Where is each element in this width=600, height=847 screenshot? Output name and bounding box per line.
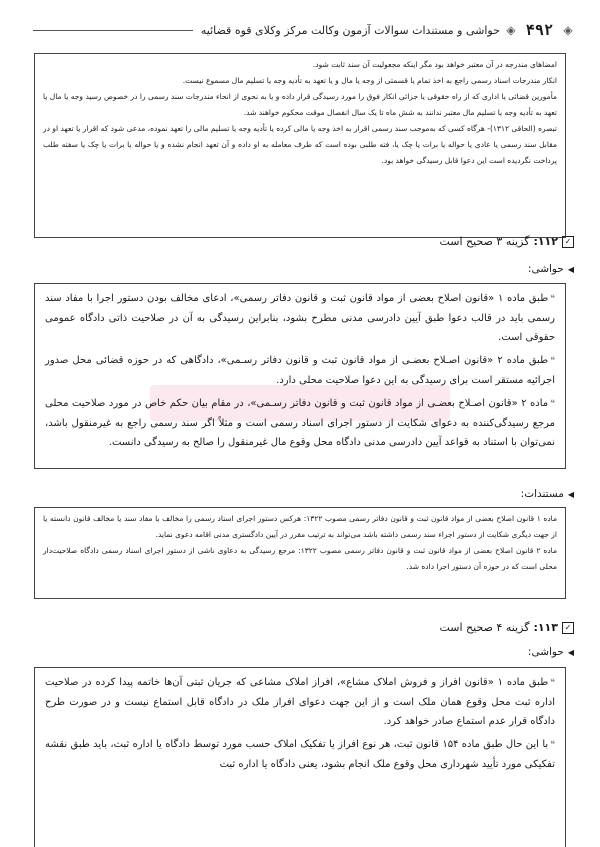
- quote-bullet-icon: ❝: [550, 356, 555, 366]
- quote-bullet-icon: ❝: [550, 740, 555, 750]
- triangle-left-icon: ◀: [567, 489, 574, 499]
- mostanadat-box-112: [34, 507, 566, 599]
- havashi-box-112: [34, 283, 566, 469]
- havashi-paragraph: [45, 735, 555, 774]
- havashi-heading-113: [528, 646, 574, 658]
- header-rule: [33, 30, 193, 31]
- havashi-heading: [528, 263, 574, 275]
- mostanadat-heading: [521, 488, 574, 500]
- paragraph-text: طبق ماده ۲ «قانون اصـلاح بعضـی از مواد قانون ثبت و قانون دفاتر رسـمی»، دادگاهی که در حوزه قضائی محل صدور اجرائیه مستقر است برای رسیدگی به این دعوا صلاحیت محلی دارد.: [45, 355, 555, 386]
- havashi-box-113: [34, 667, 566, 847]
- diamond-ornament-icon: ◈: [563, 23, 573, 37]
- paragraph-text: طبق ماده ۱ «قانون اصلاح بعضی از مواد قانون ثبت و قانون دفاتر رسمی»، ادعای مخالف بودن دستور اجرا با مفاد سند رسمی باید در قالب دعوا طبق آیین دادرسی مدنی مطرح بشود، بنابراین رسیدگی به آن در صلاحیت ذاتی دادگاه عمومی حقوقی است.: [45, 293, 555, 343]
- question-number: ۱۱۲:: [533, 235, 558, 248]
- checkbox-checked-icon: ✓: [562, 622, 574, 634]
- havashi-paragraph: [45, 289, 555, 347]
- paragraph-text: طبق ماده ۱ «قانون افراز و فروش املاک مشاع»، افراز املاک مشاعی که جریان ثبتی آن‌ها خاتمه پیدا کرده در صلاحیت اداره ثبت محل وقوع همان ملک است و از این جهت دعوای افراز ملک در دادگاه قابل استماع نیست و در صورت طرح دادگاه قرار عدم استماع صادر خواهد کرد.: [45, 677, 555, 727]
- section-label: مستندات:: [520, 488, 564, 500]
- running-title: حواشی و مستندات سوالات آزمون وکالت مرکز وکلای قوه قضائیه: [200, 23, 500, 37]
- section-label: حواشی:: [527, 263, 564, 275]
- citation-paragraph: ماده ۱ قانون اصلاح بعضی از مواد قانون ثبت و قانون دفاتر رسمی مصوب ۱۳۲۲: هرکس دستور اجرای اسناد رسمی را مخالف با مفاد سند یا مخالف قانون دانسته یا از جهت دیگری شکایت از دستور اجراء سند رسمی داشته باشد می‌تواند به ترتیب مقرر در آیین دادگستری مدنی اقامه دعوی نماید.: [43, 514, 557, 539]
- answer-text: گزینه ۴ صحیح است: [439, 621, 530, 634]
- diamond-separator-icon: ◈: [506, 23, 516, 37]
- legal-paragraph: امضاهای مندرجه در آن معتبر خواهد بود مگر اینکه مجعولیت آن سند ثابت شود.: [312, 60, 557, 69]
- triangle-left-icon: ◀: [567, 647, 574, 657]
- havashi-paragraph: [45, 394, 555, 452]
- triangle-left-icon: ◀: [567, 264, 574, 274]
- paragraph-text: ماده ۲ «قانون اصـلاح بعضـی از مواد قانون ثبت و قانون دفاتر رسـمی»، در مقام بیان حکم خاص در مورد صلاحیت محلی مرجع رسیدگی‌کننده به دعوای شکایت از دستور اجرای اسناد رسمی است و مثلاً اگر سند رسمی راجع به غیرمنقول باشد، نمی‌توان با استناد به قواعد آیین دادرسی مدنی دادگاه محل وقوع مال غیرمنقول را صالح به رسیدگی دانست.: [45, 398, 555, 448]
- question-112-answer: [439, 235, 574, 248]
- page-header: [25, 18, 575, 42]
- citation-paragraph: ماده ۲ قانون اصلاح بعضی از مواد قانون ثبت و قانون دفاتر رسمی مصوب ۱۳۲۲: مرجع رسیدگی به دعاوی ناشی از دستور اجرای اسناد رسمی دادگاه صلاحیت‌دار محلی است که در حوزه آن دستور اجرا داده شد.: [43, 546, 557, 571]
- legal-paragraph: تبصره (الحاقی ۱۳۱۲)- هرگاه کسی که به‌موجب سند رسمی اقرار به اخذ وجه یا مالی کرده یا تأدیه وجه یا تسلیم مالی را تعهد نموده، مدعی شود که اقرار یا تعهد او در مقابل سند رسمی یا عادی یا حواله یا برات یا چک یا، فته طلبی بوده است که طرف معامله به او داده و آن تعهد انجام نشده و یا حواله یا برات یا چک یا سفته طلب پرداخت نگردیده است این دعوا قابل رسیدگی خواهد بود.: [43, 124, 558, 165]
- page-number: ۴۹۲: [525, 21, 553, 39]
- quote-bullet-icon: ❝: [550, 678, 555, 688]
- quote-bullet-icon: ❝: [550, 399, 555, 409]
- question-number: ۱۱۳:: [533, 621, 558, 634]
- legal-text-box-top: [34, 53, 566, 238]
- section-label: حواشی:: [527, 646, 564, 658]
- paragraph-text: با این حال طبق ماده ۱۵۴ قانون ثبت، هر نوع افراز یا تفکیک املاک حسب مورد توسط دادگاه یا اداره ثبت، باید طبق نقشه تفکیکی مورد تأیید شهرداری محل وقوع ملک انجام بشود، یعنی دادگاه یا اداره ثبت: [45, 739, 555, 770]
- havashi-paragraph: [45, 673, 555, 731]
- legal-paragraph: مأمورین قضائی یا اداری که از راه حقوقی یا جزائی انکار فوق را مورد رسیدگی قرار داده و یا به نحوی از انحاء مندرجات سند رسمی را در خصوص رسید وجه یا مال یا تعهد به تأدیه وجه یا تسلیم مال معتبر ندانند به شش ماه تا یک سال انفصال موقت محکوم خواهند شد.: [43, 92, 557, 117]
- checkbox-checked-icon: ✓: [562, 236, 574, 248]
- question-113-answer: [439, 621, 574, 634]
- quote-bullet-icon: ❝: [550, 294, 555, 304]
- havashi-paragraph: [45, 351, 555, 390]
- answer-text: گزینه ۳ صحیح است: [439, 235, 530, 248]
- legal-paragraph: انکار مندرجات اسناد رسمی راجع به اخذ تمام یا قسمتی از وجه یا مال و یا تعهد به تأدیه وجه یا تسلیم مال مسموع نیست.: [182, 76, 557, 85]
